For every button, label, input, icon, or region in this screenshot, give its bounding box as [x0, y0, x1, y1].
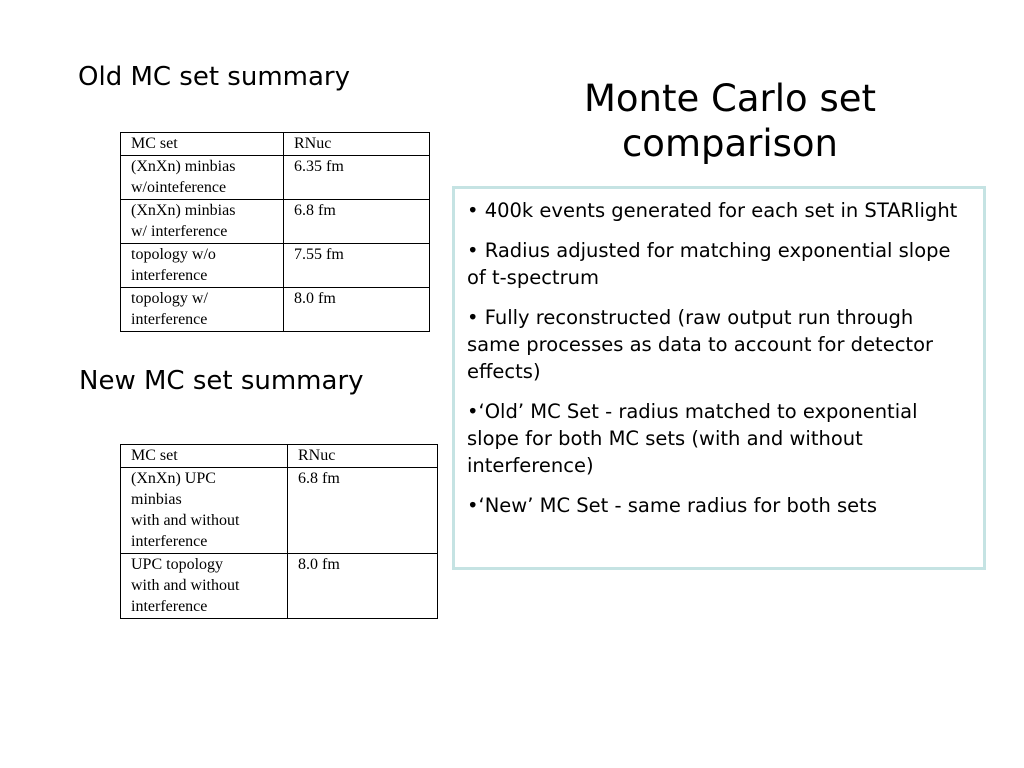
- table-header-row: [121, 445, 438, 468]
- mc-set-column-header: MC set: [121, 445, 288, 468]
- bullet-item: • Fully reconstructed (raw output run through same processes as data to account for detector effects): [467, 306, 934, 383]
- mc-set-cell: (XnXn) minbias w/ interference: [121, 200, 284, 244]
- table-row: [121, 288, 430, 332]
- rnuc-cell: 6.8 fm: [284, 200, 430, 244]
- bullet-box: [452, 186, 986, 570]
- bullet-item: •‘New’ MC Set - same radius for both sets: [467, 494, 877, 517]
- rnuc-column-header: RNuc: [284, 133, 430, 156]
- rnuc-cell: 7.55 fm: [284, 244, 430, 288]
- table-row: [121, 200, 430, 244]
- table-row: [121, 554, 438, 619]
- old-mc-summary-heading: Old MC set summary: [78, 62, 350, 92]
- bullet-item: • Radius adjusted for matching exponential slope of t-spectrum: [467, 239, 951, 289]
- mc-set-cell: (XnXn) minbias w/ointeference: [121, 156, 284, 200]
- new-mc-summary-heading: New MC set summary: [79, 366, 364, 396]
- rnuc-cell: 6.35 fm: [284, 156, 430, 200]
- slide-title: Monte Carlo set comparison: [584, 77, 876, 165]
- mc-set-cell: topology w/o interference: [121, 244, 284, 288]
- mc-set-cell: (XnXn) UPC minbias with and without interference: [121, 468, 288, 554]
- rnuc-cell: 8.0 fm: [288, 554, 438, 619]
- table-header-row: [121, 133, 430, 156]
- rnuc-column-header: RNuc: [288, 445, 438, 468]
- bullet-item: • 400k events generated for each set in STARlight: [467, 199, 958, 222]
- mc-set-cell: topology w/ interference: [121, 288, 284, 332]
- mc-set-column-header: MC set: [121, 133, 284, 156]
- new-mc-summary-table: [120, 444, 438, 619]
- mc-set-cell: UPC topology with and without interference: [121, 554, 288, 619]
- rnuc-cell: 8.0 fm: [284, 288, 430, 332]
- bullet-item: •‘Old’ MC Set - radius matched to exponential slope for both MC sets (with and without interference): [467, 400, 918, 477]
- old-mc-summary-table: [120, 132, 430, 332]
- table-row: [121, 244, 430, 288]
- rnuc-cell: 6.8 fm: [288, 468, 438, 554]
- table-row: [121, 156, 430, 200]
- table-row: [121, 468, 438, 554]
